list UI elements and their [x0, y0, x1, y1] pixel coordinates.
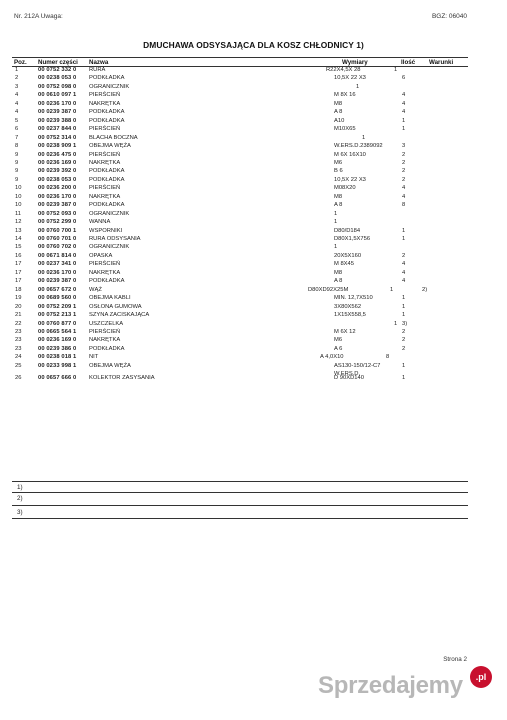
cell-quantity: 8 [402, 202, 406, 209]
cell-quantity: 1 [334, 219, 338, 226]
cell-name: OBEJMA WĘŻA [89, 362, 131, 369]
cell-quantity: 2 [402, 176, 406, 183]
cell-dimensions: M08X20 [334, 185, 356, 192]
cell-poz: 4 [15, 109, 19, 116]
cell-part-number: 00 0239 388 0 [38, 117, 77, 124]
cell-poz: 4 [15, 100, 19, 107]
cell-dimensions: A 4,0X10 [320, 354, 344, 361]
cell-dimensions: AS130-150/12-C7 [334, 362, 381, 369]
watermark-logo: Sprzedajemy [318, 672, 463, 699]
note-2: 2) [17, 495, 23, 502]
cell-name: RURA ODSYSANIA [89, 236, 141, 242]
cell-part-number: 00 0760 702 0 [38, 244, 77, 251]
cell-name: PIERŚCIEŃ [89, 261, 121, 268]
cell-quantity: 4 [402, 185, 406, 192]
cell-name: NAKRĘTKA [89, 100, 121, 107]
cell-quantity: 1 [402, 126, 406, 133]
cell-quantity: 1 [402, 227, 406, 234]
cell-quantity: 4 [402, 278, 406, 285]
cell-poz: 24 [15, 354, 22, 361]
cell-poz: 23 [15, 337, 22, 344]
cell-part-number: 00 0657 672 0 [38, 286, 77, 293]
cell-dimensions: 10,5X 22 X3 [334, 75, 366, 82]
cell-poz: 9 [15, 168, 19, 175]
cell-quantity: 2 [402, 337, 406, 344]
cell-name: PODKŁADKA [89, 345, 125, 352]
cell-part-number: 00 0657 666 0 [38, 375, 77, 382]
cell-quantity: 1 [402, 362, 406, 369]
cell-part-number: 00 0610 097 1 [38, 92, 77, 99]
cell-dimensions: D80/D184 [334, 227, 361, 234]
cell-quantity: 4 [402, 100, 406, 107]
cell-part-number: 00 0236 475 0 [38, 151, 77, 158]
cell-part-number: 00 0239 387 0 [38, 202, 77, 209]
notes-rule-1 [12, 481, 468, 482]
cell-poz: 4 [15, 92, 19, 99]
cell-part-number: 00 0752 209 1 [38, 303, 77, 310]
cell-part-number: 00 0238 018 1 [38, 354, 77, 361]
cell-poz: 18 [15, 286, 22, 293]
cell-poz: 20 [15, 303, 22, 310]
cell-part-number: 00 0237 844 0 [38, 126, 77, 133]
cell-poz: 13 [15, 227, 22, 234]
cell-name: RURA [89, 67, 106, 73]
cell-quantity: 1 [394, 67, 398, 73]
column-header-poz: Poz. [14, 59, 27, 66]
cell-poz: 22 [15, 320, 22, 327]
cell-part-number: 00 0236 170 0 [38, 193, 77, 200]
cell-dimensions: D80XD92X25M [308, 286, 349, 293]
cell-dimensions: M10X65 [334, 126, 356, 133]
cell-part-number: 00 0752 093 0 [38, 210, 77, 217]
cell-dimensions: A10 [334, 117, 345, 124]
cell-poz: 25 [15, 362, 22, 369]
cell-name: PIERŚCIEŃ [89, 92, 121, 99]
cell-name: PODKŁADKA [89, 75, 125, 82]
cell-quantity: 1 [362, 134, 366, 141]
cell-dimensions: B 6 [334, 168, 343, 175]
cell-name: OBEJMA WĘŻA [89, 143, 131, 150]
header-right: BGZ: 06040 [431, 13, 467, 20]
cell-part-number: 00 0236 169 0 [38, 159, 77, 166]
page-number: Strona 2 [443, 656, 467, 663]
cell-dimensions: A 8 [334, 202, 343, 209]
cell-dimensions: 3X80X562 [334, 303, 362, 310]
cell-name: NAKRĘTKA [89, 193, 121, 200]
notes-rule-2 [12, 492, 468, 493]
cell-quantity: 1 [402, 312, 406, 319]
cell-quantity: 4 [402, 109, 406, 116]
cell-name: BLACHA BOCZNA [89, 134, 138, 141]
cell-dimensions: M8 [334, 193, 343, 200]
cell-part-number: 00 0760 700 1 [38, 227, 77, 234]
cell-poz: 17 [15, 269, 22, 276]
cell-part-number: 00 0236 170 0 [38, 269, 77, 276]
cell-quantity: 1 [402, 117, 406, 124]
cell-poz: 16 [15, 252, 22, 259]
cell-dimensions: 1X15X558,5 [334, 312, 366, 319]
cell-quantity: 1 [402, 375, 406, 382]
cell-quantity: 2 [402, 345, 406, 352]
column-header-ilosc: Ilość [401, 59, 416, 66]
cell-dimensions: D80X1,5X756 [334, 236, 371, 242]
cell-dimensions: M6 [334, 159, 343, 166]
cell-name: PIERŚCIEŃ [89, 328, 121, 335]
cell-name: PIERŚCIEŃ [89, 126, 121, 133]
cell-quantity: 4 [402, 92, 406, 99]
cell-part-number: 00 0760 877 0 [38, 320, 77, 327]
cell-name: WANNA [89, 219, 111, 226]
cell-part-number: 00 0665 564 1 [38, 328, 77, 335]
column-header-nazwa: Nazwa [89, 59, 109, 66]
header-rule-top [12, 57, 468, 58]
cell-poz: 11 [15, 210, 22, 217]
cell-part-number: 00 0752 213 1 [38, 312, 77, 319]
cell-poz: 21 [15, 312, 22, 319]
cell-name: OGRANICZNIK [89, 244, 130, 251]
cell-name: PODKŁADKA [89, 202, 125, 209]
cell-quantity: 2 [402, 252, 406, 259]
page-title: DMUCHAWA ODSYSAJĄCA DLA KOSZ CHŁODNICY 1) [143, 40, 364, 50]
cell-name: OGRANICZNIK [89, 83, 130, 90]
cell-dimensions: R22X4,5X 28 [326, 67, 361, 73]
cell-name: NIT [89, 354, 99, 361]
cell-quantity: 1 [402, 303, 406, 310]
cell-poz: 9 [15, 151, 19, 158]
cell-poz: 19 [15, 295, 22, 302]
cell-dimensions-line2: W.ERS.D. [334, 370, 361, 377]
cell-quantity: 1 [402, 236, 406, 242]
cell-poz: 1 [15, 67, 19, 73]
cell-part-number: 00 0760 701 0 [38, 236, 77, 242]
cell-poz: 14 [15, 236, 22, 242]
cell-dimensions: A 8 [334, 278, 343, 285]
cell-part-number: 00 0752 098 0 [38, 83, 77, 90]
cell-poz: 2 [15, 75, 19, 82]
cell-name: WĄŻ [89, 286, 102, 293]
cell-name: USZCZELKA [89, 320, 124, 327]
cell-poz: 23 [15, 328, 22, 335]
cell-quantity: 3 [402, 143, 406, 150]
cell-poz: 15 [15, 244, 22, 251]
cell-name: PODKŁADKA [89, 176, 125, 183]
cell-quantity: 6 [402, 75, 406, 82]
cell-poz: 23 [15, 345, 22, 352]
cell-part-number: 00 0239 387 0 [38, 278, 77, 285]
cell-quantity: 1 [390, 286, 394, 293]
cell-quantity: 1 [334, 210, 338, 217]
column-header-warunki: Warunki [429, 59, 454, 66]
cell-part-number: 00 0752 299 0 [38, 219, 77, 226]
cell-quantity: 2 [402, 159, 406, 166]
cell-name: PODKŁADKA [89, 278, 125, 285]
cell-name: PODKŁADKA [89, 168, 125, 175]
cell-name: OGRANICZNIK [89, 210, 130, 217]
cell-name: NAKRĘTKA [89, 337, 121, 344]
cell-part-number: 00 0236 200 0 [38, 185, 77, 192]
cell-quantity: 2 [402, 151, 406, 158]
notes-rule-4 [12, 518, 468, 519]
cell-poz: 10 [15, 185, 22, 192]
cell-poz: 10 [15, 193, 22, 200]
cell-name: PODKŁADKA [89, 117, 125, 124]
cell-name: PIERŚCIEŃ [89, 151, 121, 158]
cell-poz: 5 [15, 117, 19, 124]
cell-poz: 9 [15, 159, 19, 166]
cell-dimensions: M 8X 16 [334, 92, 356, 99]
cell-name: PODKŁADKA [89, 109, 125, 116]
cell-quantity: 4 [402, 261, 406, 268]
cell-part-number: 00 0239 392 0 [38, 168, 77, 175]
cell-dimensions: D 90XD140 [334, 375, 364, 382]
cell-poz: 7 [15, 134, 19, 141]
cell-quantity: 1 [334, 244, 338, 251]
notes-rule-3 [12, 505, 468, 506]
cell-part-number: 00 0752 314 0 [38, 134, 77, 141]
cell-part-number: 00 0236 170 0 [38, 100, 77, 107]
cell-name: KOLEKTOR ZASYSANIA [89, 375, 155, 382]
cell-dimensions: M 6X 16X10 [334, 151, 366, 158]
cell-dimensions: 10,5X 22 X3 [334, 176, 366, 183]
cell-quantity: 4 [402, 269, 406, 276]
cell-poz: 26 [15, 375, 22, 382]
cell-part-number: 00 0237 341 0 [38, 261, 77, 268]
cell-quantity: 8 [386, 354, 390, 361]
cell-name: OBEJMA KABLI [89, 295, 131, 302]
cell-part-number: 00 0239 386 0 [38, 345, 77, 352]
cell-poz: 9 [15, 176, 19, 183]
cell-quantity: 1 [402, 295, 406, 302]
cell-poz: 17 [15, 278, 22, 285]
cell-part-number: 00 0233 998 1 [38, 362, 77, 369]
cell-dimensions: M 6X 12 [334, 328, 356, 335]
cell-dimensions: M8 [334, 100, 343, 107]
cell-part-number: 00 0239 387 0 [38, 109, 77, 116]
cell-conditions: 3) [402, 320, 408, 327]
cell-conditions: 2) [422, 286, 428, 293]
cell-name: OSŁONA GUMOWA [89, 303, 142, 310]
cell-name: OPASKA [89, 252, 113, 259]
watermark-badge: .pl [470, 666, 492, 688]
cell-quantity: 2 [402, 168, 406, 175]
cell-poz: 12 [15, 219, 22, 226]
cell-part-number: 00 0238 053 0 [38, 176, 77, 183]
cell-quantity: 2 [402, 328, 406, 335]
note-1: 1) [17, 484, 23, 491]
cell-name: WSPORNIKI [89, 227, 123, 234]
cell-part-number: 00 0689 560 0 [38, 295, 77, 302]
cell-quantity: 4 [402, 193, 406, 200]
cell-poz: 8 [15, 143, 19, 150]
cell-name: SZYNA ZACISKAJĄCA [89, 312, 150, 319]
cell-name: PIERŚCIEŃ [89, 185, 121, 192]
cell-poz: 17 [15, 261, 22, 268]
cell-part-number: 00 0238 053 0 [38, 75, 77, 82]
cell-part-number: 00 0752 332 0 [38, 67, 77, 73]
cell-dimensions: W.ERS.D.2389092 [334, 143, 383, 150]
column-header-numer: Numer części [38, 59, 78, 66]
cell-part-number: 00 0238 909 1 [38, 143, 77, 150]
cell-poz: 6 [15, 126, 19, 133]
cell-dimensions: M 8X45 [334, 261, 354, 268]
cell-poz: 10 [15, 202, 22, 209]
cell-quantity: 1 [394, 320, 398, 327]
header-left: Nr. 212A Uwaga: [14, 13, 63, 20]
cell-dimensions: MIN. 12,7X510 [334, 295, 373, 302]
cell-dimensions: A 8 [334, 109, 343, 116]
cell-dimensions: A 6 [334, 345, 343, 352]
cell-dimensions: M6 [334, 337, 343, 344]
cell-part-number: 00 0671 814 0 [38, 252, 77, 259]
cell-poz: 3 [15, 83, 19, 90]
note-3: 3) [17, 509, 23, 516]
cell-name: NAKRĘTKA [89, 269, 121, 276]
cell-dimensions: 20X5X160 [334, 252, 362, 259]
column-header-wymiary: Wymiary [342, 59, 368, 66]
cell-part-number: 00 0236 169 0 [38, 337, 77, 344]
cell-quantity: 1 [356, 83, 360, 90]
table-row [0, 375, 507, 384]
cell-name: NAKRĘTKA [89, 159, 121, 166]
cell-dimensions: M8 [334, 269, 343, 276]
table-row [0, 362, 507, 377]
